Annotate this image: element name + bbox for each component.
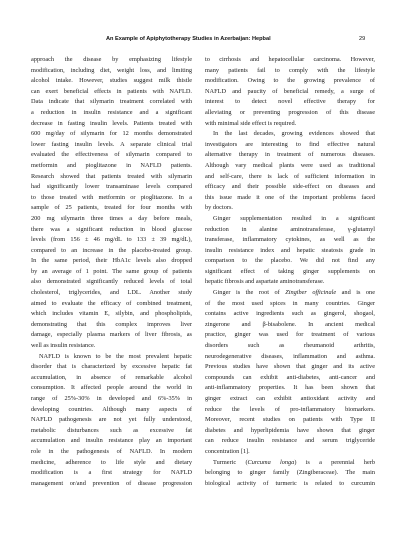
text-line: and self-care, there is lack of sufficient information in xyxy=(205,172,375,180)
text-line: can exert beneficial effects in patients with NAFLD. xyxy=(31,87,192,95)
text-line: modification, including diet, weight loss, and limiting xyxy=(31,66,192,74)
text-line: metabolic disturbances such as excessive fat xyxy=(31,426,192,434)
text-line: investigators are interesting to find effective natural xyxy=(205,140,375,148)
text-line: reduction in alanine aminotransferase, γ-glutamyl xyxy=(205,225,375,233)
text-line: interest to detect novel effective therapy for xyxy=(205,98,375,106)
text-line: significant effect of taking ginger supplements on xyxy=(205,267,375,275)
text-line: demonstrating that this complex improves liver xyxy=(31,320,192,328)
right-paragraph-4 xyxy=(205,288,375,458)
text-line: practice, ginger was used for treatment of various xyxy=(205,331,375,339)
left-paragraph-1 xyxy=(31,55,192,352)
text-line: medicine, adherence to life style and dietary xyxy=(31,458,192,466)
text-line: modification is a first strategy for NAFLD xyxy=(31,469,192,477)
text-line: modification. Owing to the growing prevalence of xyxy=(205,77,375,85)
text-line: cholesterol, triglycerides, and LDL. Another study xyxy=(31,289,192,297)
text-line: In the same period, their HbA1c levels also dropped xyxy=(31,257,192,265)
text-line: there was a significant reduction in blood glucose xyxy=(31,225,192,233)
species-name: Zingiber officinale xyxy=(285,289,337,297)
right-paragraph-1 xyxy=(205,55,375,129)
left-column xyxy=(31,55,192,489)
text-line: comparison to the placebo. We did not find any xyxy=(205,257,375,265)
right-paragraph-5 xyxy=(205,458,375,490)
species-name: Curcuma longa xyxy=(247,458,295,466)
text-line: anti-inflammatory properties. It has been shown that xyxy=(205,384,375,392)
text-line: accumulation and insulin resistance play an important xyxy=(31,437,192,445)
text-line: range of 25%-30% in developed and 6%-35% in xyxy=(31,395,192,402)
text-line: 600 mg/day of silymarin for 12 months demonstrated xyxy=(31,130,192,138)
text-line: neurodegenerative diseases, inflammation and asthma. xyxy=(205,352,375,360)
text-line: to cirrhosis and hepatocellular carcinoma. However, xyxy=(205,56,375,63)
text-line: to those treated with metformin or pioglitazone. In a xyxy=(31,193,192,201)
text-line: role in the pathogenesis of NAFLD. In modern xyxy=(31,447,192,455)
text-line: of the most used spices in many countries. Ginger xyxy=(205,299,375,307)
text-line: biological activity of turmeric is related to curcumin xyxy=(205,479,375,487)
text-line: Research showed that patients treated with silymarin xyxy=(31,172,192,180)
text-line: also demonstrated significantly reduced levels of total xyxy=(31,278,192,286)
right-paragraph-2 xyxy=(205,129,375,214)
text-line: decrease in fasting insulin levels. Patients treated with xyxy=(31,119,192,127)
text-line: Previous studies have shown that ginger and its active xyxy=(205,363,375,371)
right-column xyxy=(205,55,375,489)
text-line: accumulation, in absence of remarkable alcohol xyxy=(31,373,192,381)
text-line: with minimal side effect is required. xyxy=(205,119,297,127)
text-line: NAFLD pathogenesis are not yet fully understood, xyxy=(31,416,192,424)
text-line: can reduce insulin resistance and serum triglyceride xyxy=(205,437,375,445)
text-line: had significantly lower transaminase levels compared xyxy=(31,183,192,191)
text-line: consumption. It affected people around the world in xyxy=(31,384,192,392)
text-line: this issue made it one of the important problems faced xyxy=(205,193,375,201)
left-paragraph-2 xyxy=(31,352,192,490)
text-line: disorders such as rheumanoid arthritis, xyxy=(205,342,375,350)
text-line: Although vary medical plants were used as traditional xyxy=(205,161,375,169)
text-line: compared to an increase in the placebo-treated group. xyxy=(31,246,192,254)
text-line: Data indicate that silymarin treatment correlated with xyxy=(31,98,192,106)
page-number: 29 xyxy=(359,36,366,42)
text-line: Ginger is the root of Zingiber officinale and is one xyxy=(213,289,375,297)
text-line: transferase, inflammatory cytokines, as well as the xyxy=(205,236,375,244)
text-line: by doctors. xyxy=(205,204,233,212)
text-line: developing countries. Although many aspects of xyxy=(31,405,192,413)
text-line: Ginger supplementation resulted in a significant xyxy=(213,214,375,222)
text-line: diabetes and hyperlipidemia have shown that ginger xyxy=(205,426,375,434)
text-line: insulin resistance index and hepatic steatosis grade in xyxy=(205,246,375,254)
text-line: NAFLD is known to be the most prevalent hepatic xyxy=(39,352,192,360)
text-line: zingerone and β-bisabolene. In ancient medical xyxy=(205,320,375,328)
text-line: In the last decades, growing evidences showed that xyxy=(213,130,375,138)
text-line: management or/and prevention of disease progression xyxy=(31,479,192,487)
text-line: damage, especially plasma markers of liver fibrosis, as xyxy=(31,331,192,339)
text-line: compounds can exhibit anti-diabetes, anti-cancer and xyxy=(205,373,375,381)
text-line: NAFLD and paucity of beneficial remedy, a surge of xyxy=(205,87,375,95)
text-line: reduce the levels of pro-inflammatory biomarkers. xyxy=(205,405,375,413)
text-line: levels (from 156 ± 46 mg/dL to 133 ± 39 mg/dL), xyxy=(31,236,192,244)
text-line: by an average of 1 point. The same group of patients xyxy=(31,267,192,275)
text-line: Turmeric (Curcuma longa) is a perennial herb xyxy=(213,458,375,466)
text-line: lower fasting insulin levels. A separate clinical trial xyxy=(31,140,192,148)
text-line: aimed to evaluate the efficacy of combined treatment, xyxy=(31,299,192,307)
text-line: belonging to ginger family (Zingiberaceae). The main xyxy=(205,469,375,477)
text-line: well as insulin resistance. xyxy=(31,342,96,350)
text-line: Moreover, recent studies on patients with Type II xyxy=(205,416,375,424)
text-line: which includes vitamin E, silybin, and phospholipids, xyxy=(31,310,192,318)
text-line: alternative therapy in treatment of numerous diseases. xyxy=(205,151,375,159)
text-line: efficacy and their possible side-effect on diseases and xyxy=(205,183,375,191)
text-line: alleviating or preventing progression of this disease xyxy=(205,108,375,116)
text-line: 200 mg silymarin three times a day before meals, xyxy=(31,214,192,222)
text-line: contains active ingredients such as gingerol, shogaol, xyxy=(205,310,375,318)
text-line: metformin and pioglitazone in NAFLD patients. xyxy=(31,161,192,169)
text-line: concentration [1]. xyxy=(205,447,250,455)
text-line: disorder that is characterized by excessive hepatic fat xyxy=(31,363,192,371)
text-line: hepatic fibrosis and aspartate aminotransferase. xyxy=(205,278,325,286)
text-line: many patients fail to comply with the lifestyle xyxy=(205,66,375,74)
right-paragraph-3 xyxy=(205,214,375,288)
text-line: alcohol intake. However, studies suggest milk thistle xyxy=(31,77,192,85)
running-title: An Example of Apiphytotherapy Studies in Azerbaijan: Hepbal xyxy=(106,36,271,42)
text-line: approach the disease by emphasizing lifestyle xyxy=(31,56,192,63)
text-line: a reduction in insulin resistance and a significant xyxy=(31,108,192,116)
text-line: ginger extract can exhibit antioxidant activity and xyxy=(205,395,375,402)
text-line: sample of 25 patients, treated for four months with xyxy=(31,204,192,212)
text-line: evaluated the effectiveness of silymarin compared to xyxy=(31,151,192,159)
